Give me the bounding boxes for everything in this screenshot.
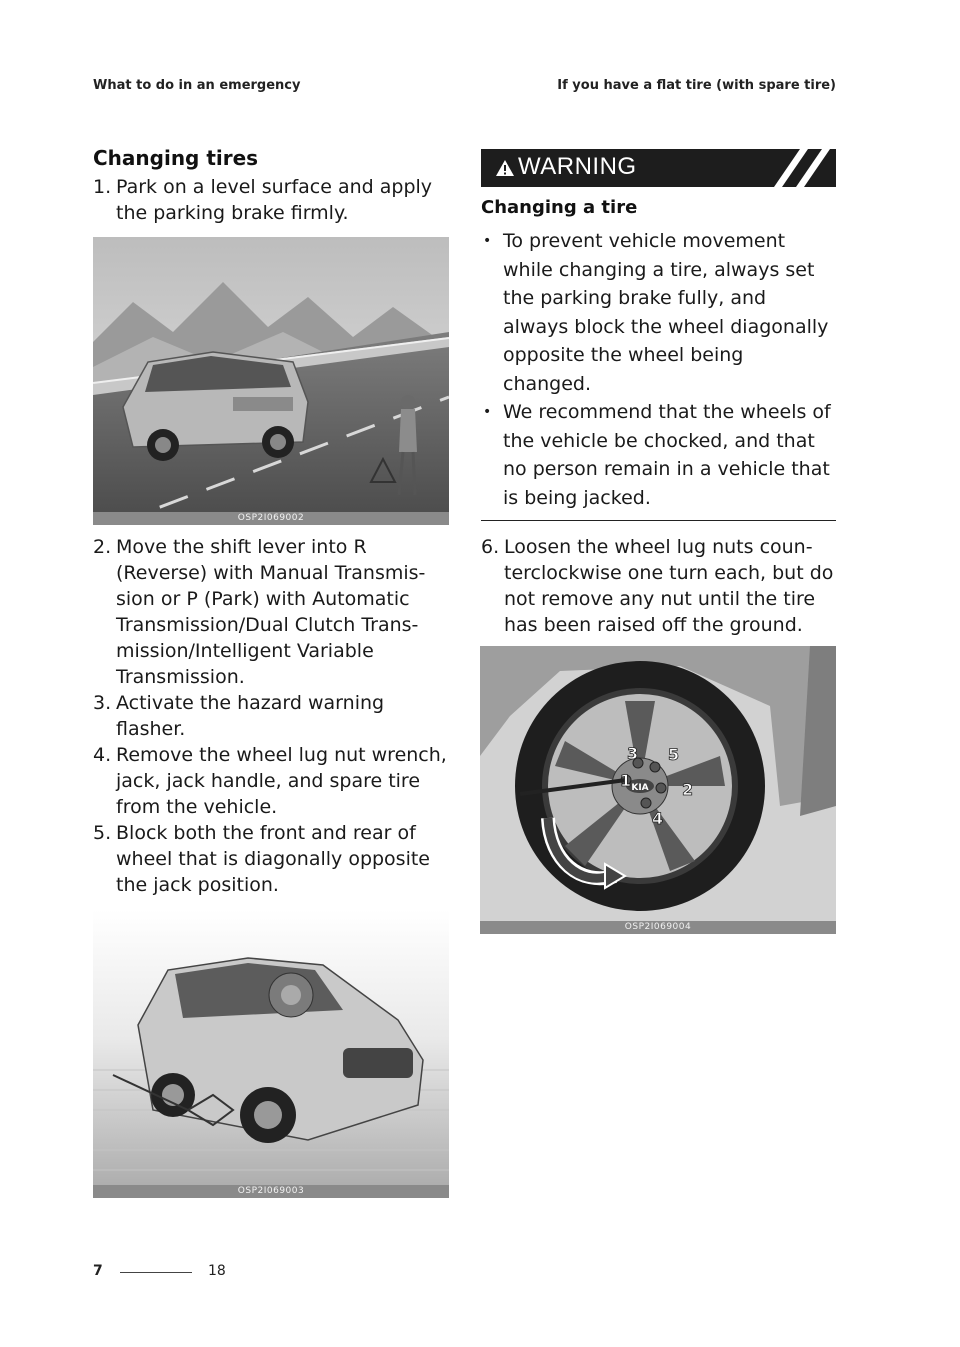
warning-triangle-icon [495,159,515,177]
step-text: Activate the hazard warning flasher. [116,692,385,740]
step-item [93,534,453,690]
bullet-dot: • [483,404,492,420]
warning-subtitle: Changing a tire [481,197,638,218]
step-number: 5. [93,822,112,844]
warning-title: WARNING [518,153,637,180]
warning-divider [481,520,836,521]
running-header-section: If you have a flat tire (with spare tire) [557,78,836,93]
figure-wheel-chock [93,910,449,1198]
wheel-brand-logo: KIA [631,783,649,793]
step-list-2 [93,534,453,898]
figure-caption: OSP2I069002 [93,512,449,525]
footer-page-number: 18 [208,1263,226,1279]
lug-label-4: 4 [652,809,664,828]
warning-bullet-text: We recommend that the wheels of the vehicle be chocked, and that no person remain in a vehicle that is being jacked. [503,401,831,509]
step-list-1 [93,174,453,226]
section-title: Changing tires [93,146,259,170]
footer-divider [120,1272,192,1273]
wheel-lug-nut-illustration [480,646,836,934]
figure-lug-nut-order [480,646,836,934]
figure-caption: OSP2I069004 [480,921,836,934]
step-number: 6. [481,536,500,558]
running-header-chapter: What to do in an emergency [93,78,301,93]
step-text: Park on a level surface and apply the parking brake firmly. [116,176,433,224]
lug-label-2: 2 [682,780,694,799]
parked-car-illustration [93,237,449,525]
step-item [93,820,453,898]
step-item [93,742,453,820]
step-item [93,690,453,742]
footer-chapter-number: 7 [93,1263,103,1279]
step-text: Block both the front and rear of wheel that is diagonally opposite the jack position. [116,822,431,896]
step-item [93,174,453,226]
step-text: Move the shift lever into R (Reverse) with Manual Transmis-sion or P (Park) with Automatic Transmission/Dual Clutch Trans-mission/Intelligent Variable Transmission. [116,536,426,688]
warning-bullet [481,227,836,398]
step-number: 4. [93,744,112,766]
warning-bullet-text: To prevent vehicle movement while changing a tire, always set the parking brake fully, and always block the wheel diagonally opposite the wheel being changed. [503,230,829,395]
figure-parked-car [93,237,449,525]
step-list-3 [481,534,836,638]
lug-label-3: 3 [627,744,639,763]
step-text: Remove the wheel lug nut wrench, jack, jack handle, and spare tire from the vehicle. [116,744,447,818]
warning-stripes-decoration [766,149,836,187]
figure-caption: OSP2I069003 [93,1185,449,1198]
lug-label-5: 5 [668,745,680,764]
step-number: 1. [93,176,112,198]
step-number: 3. [93,692,112,714]
step-item [481,534,836,638]
warning-bullet [481,398,836,512]
bullet-dot: • [483,233,492,249]
warning-bullet-list [481,227,836,512]
lug-label-1: 1 [620,771,632,790]
step-number: 2. [93,536,112,558]
warning-banner [481,149,836,187]
wheel-chock-illustration [93,910,449,1198]
step-text: Loosen the wheel lug nuts coun-terclockwise one turn each, but do not remove any nut until the tire has been raised off the ground. [504,536,834,636]
